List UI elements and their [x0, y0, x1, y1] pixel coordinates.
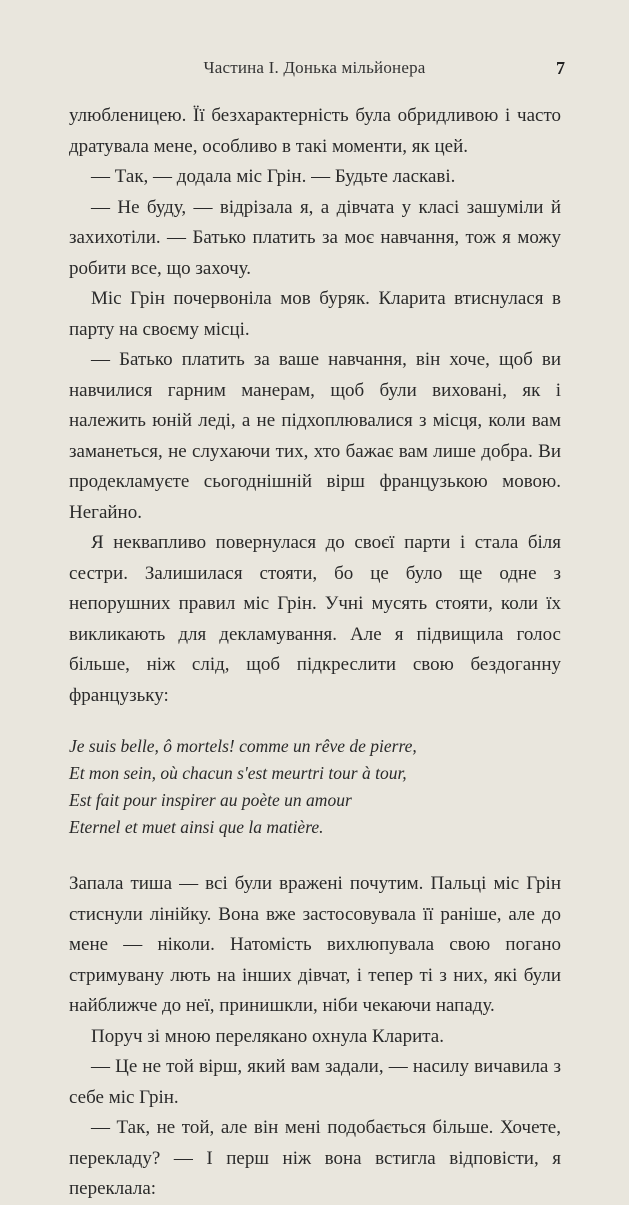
paragraph: Міс Грін почервоніла мов буряк. Кларита втиснулася в парту на своєму місці. [69, 288, 561, 340]
poem-line: Est fait pour inspirer au poète un amour [69, 790, 352, 810]
page-number: 7 [556, 58, 565, 78]
poem-stanza [69, 733, 561, 841]
poem-line: Eternel et muet ainsi que la matière. [69, 817, 324, 837]
paragraph: — Батько платить за ваше навчання, він хоче, щоб ви навчилися гарним манерам, щоб були виховані, як і належить юній леді, а не підхоплювалися з місця, коли вам заманеться, не слухаючи тих, хто бажає вам лише добра. Ви продекламуєте сьогоднішній вірш французькою мовою. Негайно. [69, 349, 561, 523]
paragraph: — Не буду, — відрізала я, а дівчата у класі зашуміли й захихотіли. — Батько платить за моє навчання, тож я можу робити все, що захочу. [69, 196, 561, 279]
running-title: Частина І. Донька мільйонера [203, 58, 426, 77]
paragraph: Запала тиша — всі були вражені почутим. Пальці міс Грін стиснули лінійку. Вона вже застосовувала її раніше, але до мене — ніколи. Натомість вихлюпувала свою погано стримувану лють на інших дівчат, і тепер ті з них, які були найближче до неї, принишкли, ніби чекаючи нападу. [69, 873, 561, 1016]
paragraph: — Це не той вірш, який вам задали, — насилу вичавила з себе міс Грін. [69, 1056, 561, 1108]
paragraph: — Так, не той, але він мені подобається більше. Хочете, перекладу? — І перш ніж вона встигла відповісти, я переклала: [69, 1117, 561, 1199]
paragraph: улюбленицею. Її безхарактерність була обридливою і часто дратувала мене, особливо в такі моменти, як цей. [69, 105, 561, 157]
paragraph: Я неквапливо повернулася до своєї парти і стала біля сестри. Залишилася стояти, бо це було ще одне з непорушних правил міс Грін. Учні мусять стояти, коли їх викликають для декламування. Але я підвищила голос більше, ніж слід, щоб підкреслити свою бездоганну французьку: [69, 532, 561, 706]
paragraphs-after [69, 869, 561, 1205]
paragraphs-before [69, 101, 561, 711]
poem-line: Je suis belle, ô mortels! comme un rêve de pierre, [69, 736, 417, 756]
body-text [69, 101, 561, 1205]
poem-line: Et mon sein, où chacun s'est meurtri tour à tour, [69, 763, 407, 783]
paragraph: Поруч зі мною перелякано охнула Кларита. [91, 1025, 444, 1047]
paragraph: — Так, — додала міс Грін. — Будьте ласкаві. [91, 166, 456, 187]
